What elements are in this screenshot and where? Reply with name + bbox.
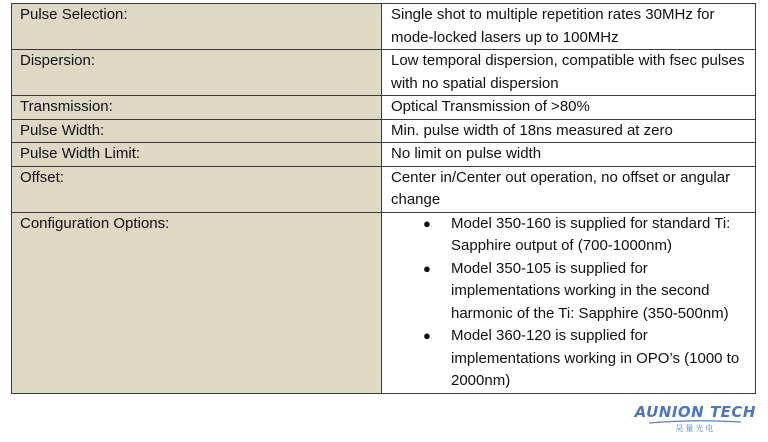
table-row (12, 143, 756, 167)
row-label: Pulse Selection: (12, 4, 382, 50)
row-label: Offset: (12, 166, 382, 212)
table-row (12, 50, 756, 96)
list-item-text: Model 350-105 is supplied for implementations working in the second harmonic of the Ti: Sapphire (350-500nm) (451, 259, 729, 322)
bullet-icon: ● (423, 260, 431, 276)
bullet-icon: ● (423, 328, 431, 343)
table-row (12, 166, 756, 212)
row-value: Center in/Center out operation, no offset or angular change (382, 166, 756, 212)
swoosh-icon (647, 420, 743, 424)
watermark-subtitle: 昊量光电 (675, 424, 716, 433)
row-value: Single shot to multiple repetition rates 30MHz for mode-locked lasers up to 100MHz (382, 4, 756, 50)
table-row-options (12, 212, 756, 393)
row-value: Min. pulse width of 18ns measured at zero (382, 119, 756, 143)
row-label: Configuration Options: (12, 212, 382, 393)
row-label: Pulse Width: (12, 119, 382, 143)
row-label: Pulse Width Limit: (12, 143, 382, 167)
row-value: Low temporal dispersion, compatible with fsec pulses with no spatial dispersion (382, 50, 756, 96)
list-item (423, 325, 755, 393)
watermark-brand: AUNION TECH (634, 403, 756, 421)
bullet-icon: ● (423, 215, 431, 231)
list-item-text: Model 350-160 is supplied for standard Ti: Sapphire output of (700-1000nm) (451, 214, 731, 254)
configuration-options-list (391, 213, 755, 393)
table-row (12, 119, 756, 143)
list-item-text: Model 360-120 is supplied for implementations working in OPO’s (1000 to 2000nm) (451, 327, 740, 389)
configuration-options-cell (382, 212, 756, 393)
list-item (423, 213, 755, 258)
table-row (12, 4, 756, 50)
row-label: Transmission: (12, 96, 382, 120)
spec-table (11, 3, 756, 394)
list-item (423, 258, 755, 326)
row-value: No limit on pulse width (382, 143, 756, 167)
row-label: Dispersion: (12, 50, 382, 96)
watermark-logo (635, 404, 756, 434)
table-row (12, 96, 756, 120)
row-value: Optical Transmission of >80% (382, 96, 756, 120)
